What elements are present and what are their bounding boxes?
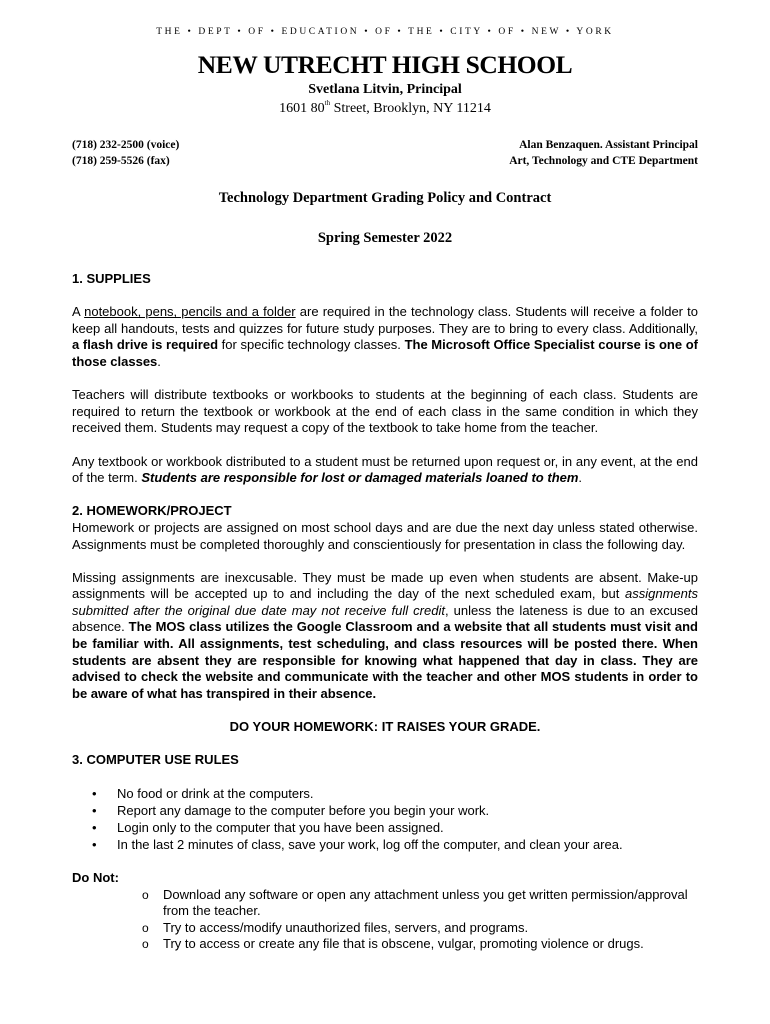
computer-rules-list: [72, 785, 698, 853]
department-name: Art, Technology and CTE Department: [509, 155, 698, 167]
bullet-icon: •: [92, 820, 97, 836]
list-item: o Download any software or open any attachment unless you get written permission/approval from the teacher.: [142, 886, 688, 919]
list-item: • In the last 2 minutes of class, save your work, log off the computer, and clean your area.: [92, 837, 623, 853]
address-number: 1601 80: [279, 101, 325, 116]
assistant-principal-block: [509, 137, 698, 169]
hollow-bullet-icon: o: [142, 887, 149, 902]
supplies-paragraph-3: Any textbook or workbook distributed to a student must be returned upon request or, in any event, at the end of the term. Students are responsible for lost or damaged materials loaned to them.: [72, 453, 698, 486]
phone-fax: (718) 259-5526 (fax): [72, 155, 170, 167]
supplies-heading: 1. SUPPLIES: [72, 271, 151, 286]
school-name: NEW UTRECHT HIGH SCHOOL: [197, 50, 573, 79]
flash-drive-note: a flash drive is required: [72, 337, 219, 353]
hollow-bullet-icon: o: [142, 920, 149, 935]
school-address: [72, 99, 698, 117]
document-body: [72, 271, 698, 953]
list-item: • Login only to the computer that you have been assigned.: [92, 820, 444, 836]
supplies-paragraph-2: Teachers will distribute textbooks or workbooks to students at the beginning of each class. Students are required to return the textbook or workbook at the end of each class in the same condition in which they received them. Students may request a copy of the textbook to take home from the teacher.: [72, 387, 698, 436]
required-supplies-underlined: notebook, pens, pencils and a folder: [84, 304, 296, 320]
homework-callout: DO YOUR HOMEWORK: IT RAISES YOUR GRADE.: [229, 719, 541, 735]
bullet-icon: •: [92, 837, 97, 853]
homework-heading: 2. HOMEWORK/PROJECT: [72, 503, 232, 519]
late-credit-note: assignments submitted after the original due date may not receive full credit: [72, 586, 698, 618]
supplies-paragraph-1: A notebook, pens, pencils and a folder are required in the technology class. Students will receive a folder to keep all handouts, tests and quizzes for future study purposes. They are to bring to every class. Additionally, a flash drive is required for specific technology classes. The Microsoft Office Specialist course is one of those classes.: [72, 304, 698, 369]
phone-voice: (718) 232-2500 (voice): [72, 139, 180, 151]
bullet-icon: •: [92, 803, 97, 819]
list-item: • Report any damage to the computer before you begin your work.: [92, 803, 490, 819]
department-of-education-line: THE • DEPT • OF • EDUCATION • OF • THE • CITY • OF • NEW • YORK: [156, 27, 614, 37]
list-item: o Try to access/modify unauthorized files, servers, and programs.: [142, 919, 529, 935]
phone-contacts: [72, 137, 179, 169]
list-item: o Try to access or create any file that is obscene, vulgar, promoting violence or drugs.: [142, 936, 644, 952]
mos-course-note: The Microsoft Office Specialist course is one of those classes: [72, 337, 698, 369]
assistant-principal: Alan Benzaquen. Assistant Principal: [519, 139, 698, 151]
address-ordinal: th: [324, 99, 331, 107]
hollow-bullet-icon: o: [142, 937, 149, 952]
mos-classroom-note: The MOS class utilizes the Google Classroom and a website that all students must visit and be familiar with. All assignments, test scheduling, and class resources will be posted there. When students are absent they are responsible for knowing what happened that day in class. They are advised to check the website and communicate with the teacher and other MOS students in order to be aware of what has transpired in their absence.: [72, 619, 698, 701]
list-item: • No food or drink at the computers.: [92, 786, 314, 802]
principal-name: Svetlana Litvin, Principal: [308, 82, 462, 97]
responsibility-note: Students are responsible for lost or damaged materials loaned to them: [141, 470, 579, 486]
homework-paragraph-1: Homework or projects are assigned on most school days and are due the next day unless stated otherwise. Assignments must be completed thoroughly and conscientiously for presentation in class the following day.: [72, 519, 698, 552]
homework-paragraph-2: Missing assignments are inexcusable. They must be made up even when students are absent. Make-up assignments will be accepted up to and including the day of the next scheduled exam, but assignments submitted after the original due date may not receive full credit, unless the lateness is due to an excused absence. The MOS class utilizes the Google Classroom and a website that all students must visit and be familiar with. All assignments, test scheduling, and class resources will be posted there. When students are absent they are responsible for knowing what happened that day in class. They are advised to check the website and communicate with the teacher and other MOS students in order to be aware of what has transpired in their absence.: [72, 569, 698, 701]
bullet-icon: •: [92, 786, 97, 802]
computer-rules-heading: 3. COMPUTER USE RULES: [72, 752, 239, 768]
semester-label: Spring Semester 2022: [317, 230, 453, 246]
document-title: Technology Department Grading Policy and Contract: [218, 190, 552, 206]
address-street: Street, Brooklyn, NY 11214: [330, 101, 491, 116]
do-not-list: [72, 887, 698, 953]
do-not-label: Do Not:: [72, 870, 119, 885]
